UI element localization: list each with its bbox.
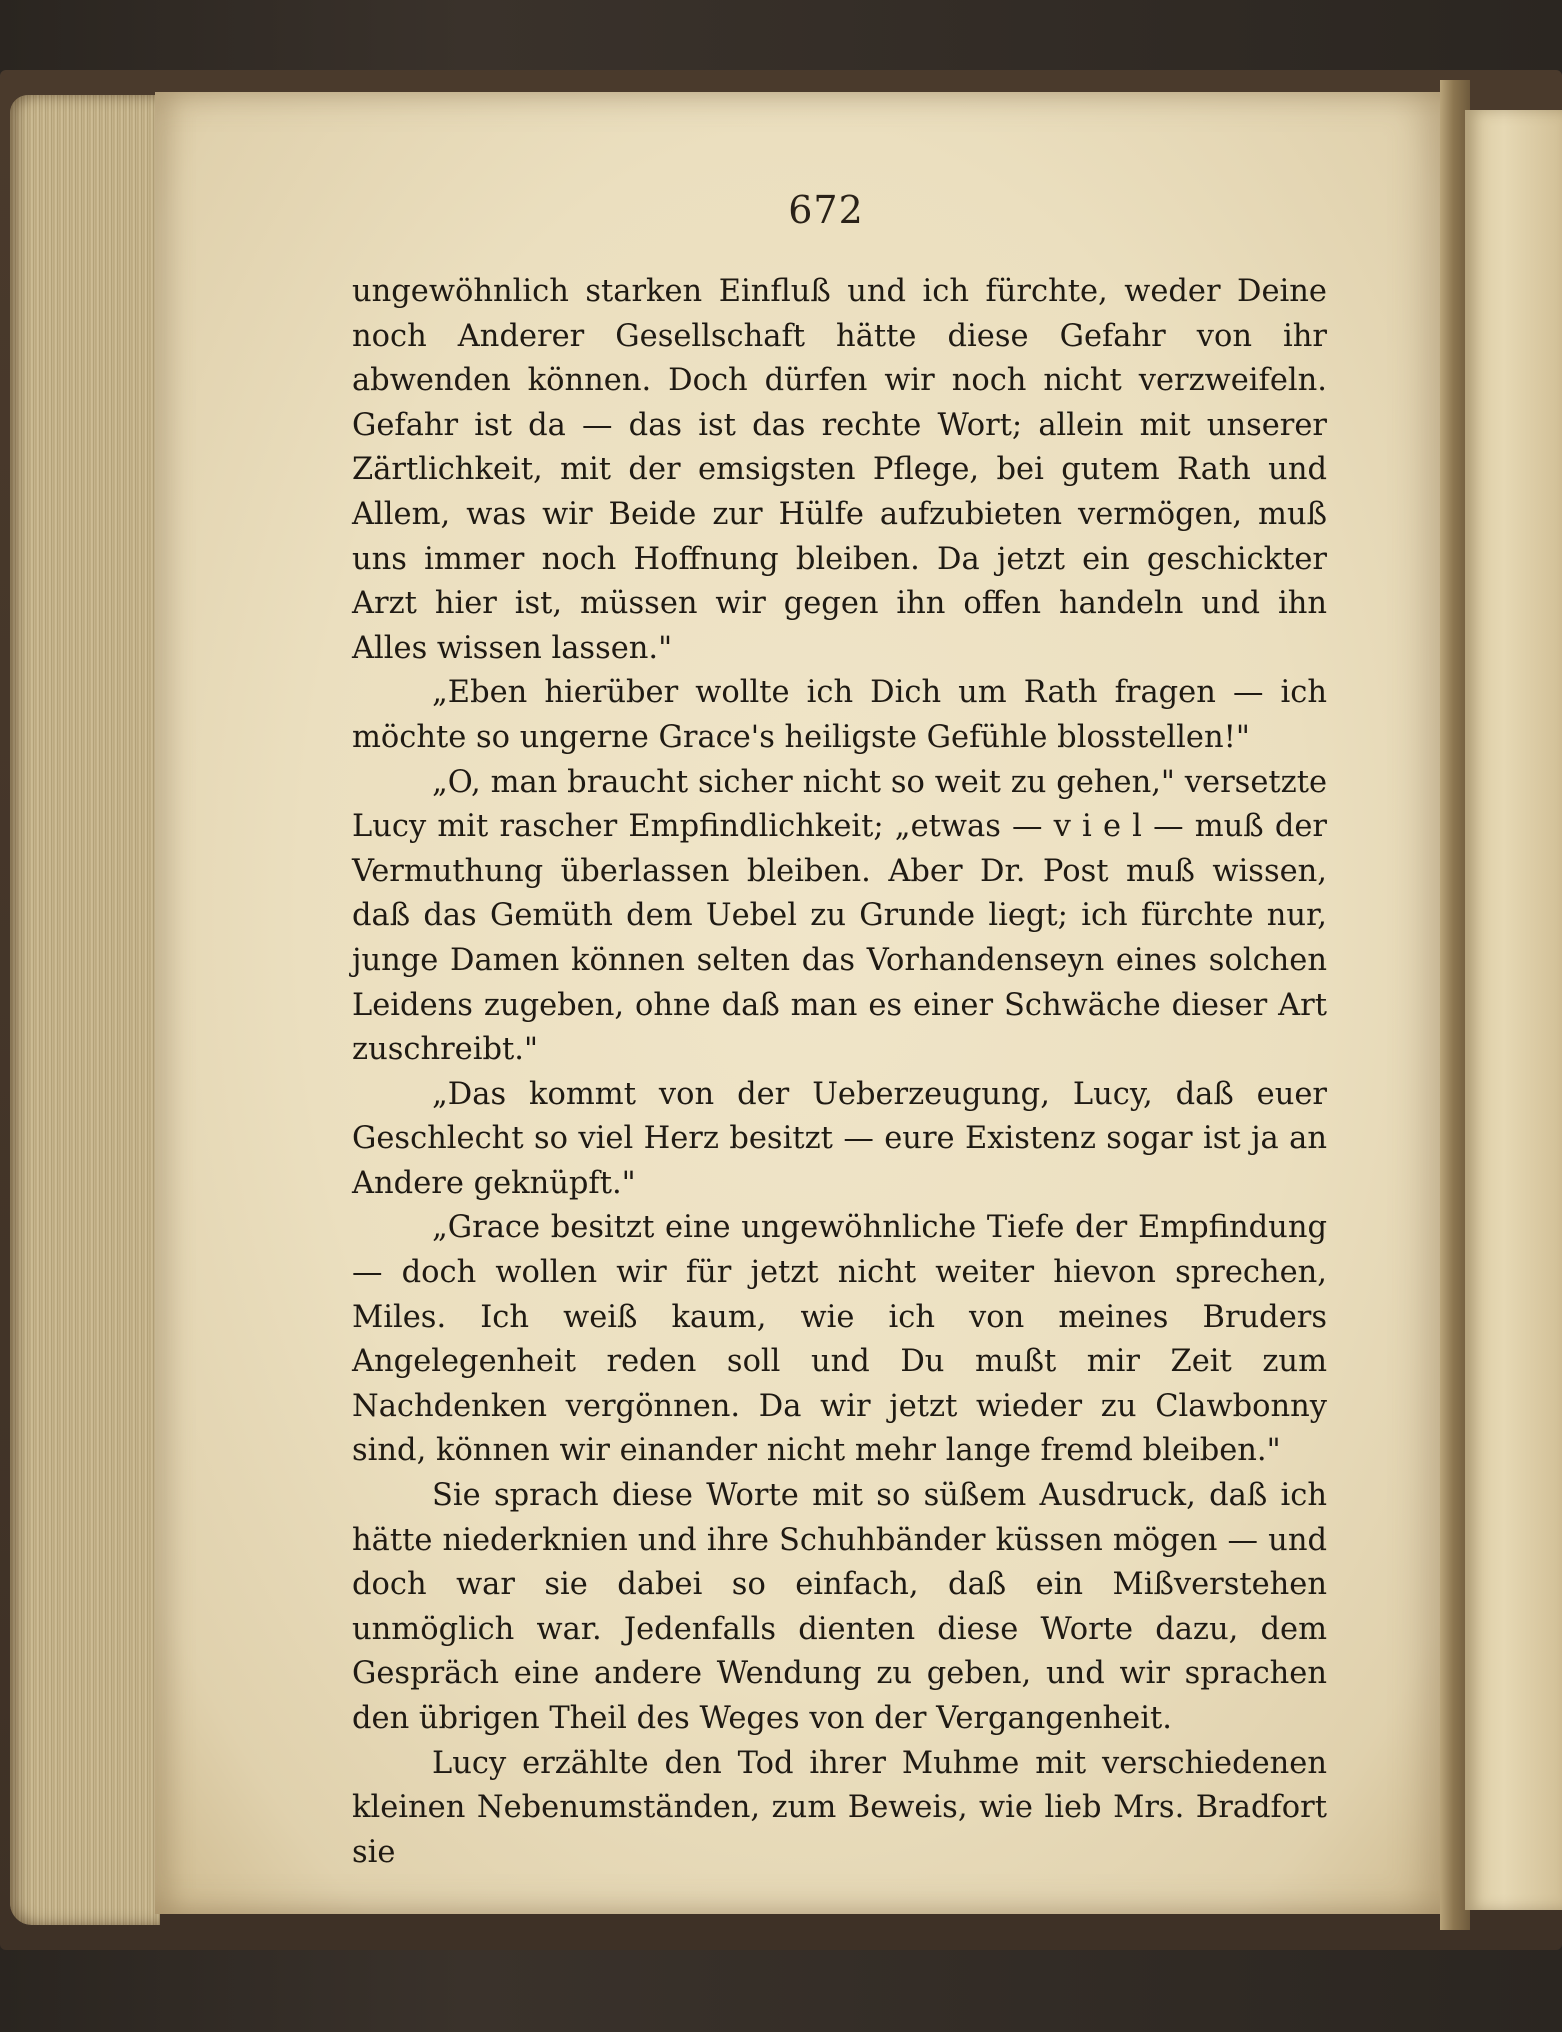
facing-page-edge xyxy=(1465,110,1562,1910)
paragraph-6: Sie sprach diese Worte mit so süßem Ausdruck, daß ich hätte niederknien und ihre Schuhbänder küssen mögen — und doch war sie dabei so einfach, daß ein Mißverstehen unmöglich war. Jedenfalls dienten diese Worte dazu, dem Gespräch eine andere Wendung zu geben, und wir sprachen den übrigen Theil des Weges von der Vergangenheit. xyxy=(352,1478,1327,1736)
paragraph-2: „Eben hierüber wollte ich Dich um Rath fragen — ich möchte so ungerne Grace's heiligste Gefühle blosstellen!" xyxy=(352,675,1327,755)
page-edges xyxy=(10,95,160,1925)
paragraph-7: Lucy erzählte den Tod ihrer Muhme mit verschiedenen kleinen Nebenumständen, zum Beweis, wie lieb Mrs. Bradfort sie xyxy=(352,1745,1327,1870)
page-number: 672 xyxy=(788,188,864,232)
paragraph-4: „Das kommt von der Ueberzeugung, Lucy, daß euer Geschlecht so viel Herz besitzt — eure Existenz sogar ist ja an Andere geknüpft." xyxy=(352,1076,1327,1201)
body-text xyxy=(352,270,1327,1875)
paragraph-5: „Grace besitzt eine ungewöhnliche Tiefe der Empfindung — doch wollen wir für jetzt nicht weiter hievon sprechen, Miles. Ich weiß kaum, wie ich von meines Bruders Angelegenheit reden soll und Du mußt mir Zeit zum Nachdenken vergönnen. Da wir jetzt wieder zu Clawbonny sind, können wir einander nicht mehr lange fremd bleiben." xyxy=(352,1210,1327,1469)
paragraph-1: ungewöhnlich starken Einfluß und ich fürchte, weder Deine noch Anderer Gesellschaft hätte diese Gefahr von ihr abwenden können. Doch dürfen wir noch nicht verzweifeln. Gefahr ist da — das ist das rechte Wort; allein mit unserer Zärtlichkeit, mit der emsigsten Pflege, bei gutem Rath und Allem, was wir Beide zur Hülfe aufzubieten vermögen, muß uns immer noch Hoffnung bleiben. Da jetzt ein geschickter Arzt hier ist, müssen wir gegen ihn offen handeln und ihn Alles wissen lassen." xyxy=(352,274,1327,666)
paragraph-3: „O, man braucht sicher nicht so weit zu gehen," versetzte Lucy mit rascher Empfindlichkeit; „etwas — v i e l — muß der Vermuthung überlassen bleiben. Aber Dr. Post muß wissen, daß das Gemüth dem Uebel zu Grunde liegt; ich fürchte nur, junge Damen können selten das Vorhandenseyn eines solchen Leidens zugeben, ohne daß man es einer Schwäche dieser Art zuschreibt." xyxy=(352,764,1327,1068)
